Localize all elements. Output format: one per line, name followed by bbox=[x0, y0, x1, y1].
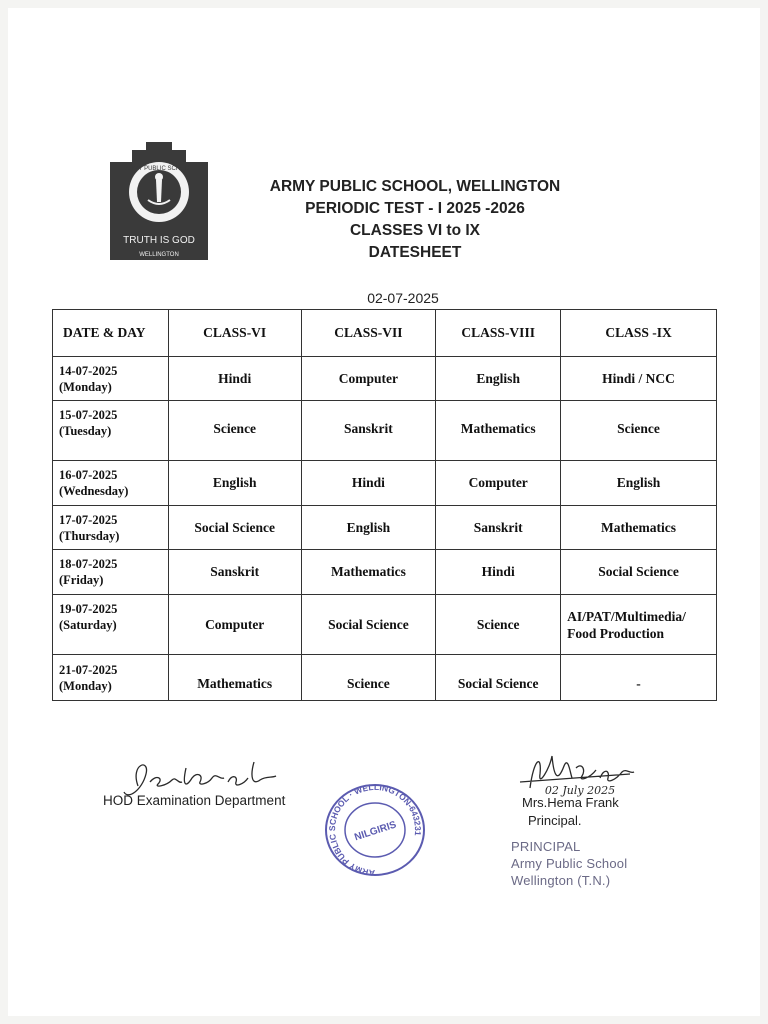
subject-cell: Sanskrit bbox=[301, 401, 436, 461]
school-seal bbox=[320, 780, 430, 880]
table-header-row bbox=[53, 310, 717, 357]
day: (Saturday) bbox=[59, 618, 117, 632]
principal-title: Principal. bbox=[528, 813, 582, 828]
date-cell bbox=[53, 550, 169, 595]
day: (Wednesday) bbox=[59, 484, 129, 498]
day: (Tuesday) bbox=[59, 424, 112, 438]
principal-stamp-line: Army Public School bbox=[511, 856, 628, 871]
table-row bbox=[53, 401, 717, 461]
logo-place: WELLINGTON bbox=[139, 252, 179, 258]
document-type: DATESHEET bbox=[368, 244, 462, 261]
subject-cell: Hindi bbox=[301, 461, 436, 506]
subject-cell: Sanskrit bbox=[168, 550, 301, 595]
subject-cell: - bbox=[561, 655, 717, 701]
date: 18-07-2025 bbox=[59, 557, 118, 571]
subject-cell: Computer bbox=[436, 461, 561, 506]
principal-signature bbox=[512, 748, 642, 800]
table-row bbox=[53, 506, 717, 550]
date-cell bbox=[53, 595, 169, 655]
subject-cell: Computer bbox=[301, 357, 436, 401]
subject-cell: Mathematics bbox=[561, 506, 717, 550]
day: (Thursday) bbox=[59, 528, 120, 543]
table-row bbox=[53, 357, 717, 401]
subject-cell: Hindi bbox=[168, 357, 301, 401]
subject-cell: English bbox=[168, 461, 301, 506]
classes-range: CLASSES VI to IX bbox=[349, 222, 481, 239]
subject-cell: English bbox=[301, 506, 436, 550]
date: 14-07-2025 bbox=[59, 363, 118, 378]
school-logo bbox=[102, 140, 216, 262]
table-row bbox=[53, 595, 717, 655]
subject-cell: Sanskrit bbox=[436, 506, 561, 550]
subject-cell: Mathematics bbox=[301, 550, 436, 595]
hod-label: HOD Examination Department bbox=[103, 793, 286, 808]
table-row bbox=[53, 461, 717, 506]
table-row bbox=[53, 655, 717, 701]
date-cell bbox=[53, 401, 169, 461]
subject-cell: Hindi / NCC bbox=[561, 357, 717, 401]
column-header: DATE & DAY bbox=[53, 310, 169, 357]
logo-motto: TRUTH IS GOD bbox=[123, 235, 195, 246]
date: 16-07-2025 bbox=[59, 468, 118, 482]
principal-signature-date: 02 July 2025 bbox=[544, 784, 616, 797]
column-header: CLASS-VI bbox=[168, 310, 301, 357]
column-header: CLASS-VIII bbox=[436, 310, 561, 357]
test-title: PERIODIC TEST - I 2025 -2026 bbox=[305, 200, 525, 217]
date-cell bbox=[53, 655, 169, 701]
subject-cell: Computer bbox=[168, 595, 301, 655]
subject-cell: Science bbox=[301, 655, 436, 701]
seal-ring-text: ARMY PUBLIC SCHOOL · WELLINGTON-643231 bbox=[326, 781, 424, 879]
column-header: CLASS -IX bbox=[561, 310, 717, 357]
subject-cell: Science bbox=[168, 401, 301, 461]
school-name: ARMY PUBLIC SCHOOL, WELLINGTON bbox=[269, 178, 561, 195]
subject-cell: Science bbox=[436, 595, 561, 655]
principal-stamp-line: PRINCIPAL bbox=[511, 839, 581, 854]
subject-cell: English bbox=[561, 461, 717, 506]
datesheet-table bbox=[52, 309, 717, 701]
day: (Friday) bbox=[59, 573, 104, 587]
subject-cell: Mathematics bbox=[168, 655, 301, 701]
subject-cell: Hindi bbox=[436, 550, 561, 595]
column-header: CLASS-VII bbox=[301, 310, 436, 357]
date-cell bbox=[53, 357, 169, 401]
table-row bbox=[53, 550, 717, 595]
day: (Monday) bbox=[59, 678, 112, 693]
subject-cell: Mathematics bbox=[436, 401, 561, 461]
day: (Monday) bbox=[59, 379, 112, 394]
subject-cell: English bbox=[436, 357, 561, 401]
seal-center-text: NILGIRIS bbox=[353, 819, 398, 844]
date: 17-07-2025 bbox=[59, 512, 118, 527]
date: 19-07-2025 bbox=[59, 602, 118, 616]
subject-cell: Social Science bbox=[168, 506, 301, 550]
date: 21-07-2025 bbox=[59, 662, 118, 677]
date-cell bbox=[53, 506, 169, 550]
subject-cell: Social Science bbox=[436, 655, 561, 701]
principal-stamp-line: Wellington (T.N.) bbox=[511, 873, 611, 888]
subject-cell: AI/PAT/Multimedia/ Food Production bbox=[561, 595, 717, 655]
principal-stamp bbox=[511, 838, 627, 889]
document-date: 02-07-2025 bbox=[367, 290, 439, 306]
subject-cell: Social Science bbox=[561, 550, 717, 595]
date-cell bbox=[53, 461, 169, 506]
subject-cell: Social Science bbox=[301, 595, 436, 655]
subject-cell: Science bbox=[561, 401, 717, 461]
logo-top-text: ARMY PUBLIC SCHOOL bbox=[125, 166, 193, 172]
date: 15-07-2025 bbox=[59, 408, 118, 422]
document-header bbox=[200, 176, 630, 264]
principal-name: Mrs.Hema Frank bbox=[522, 795, 619, 810]
